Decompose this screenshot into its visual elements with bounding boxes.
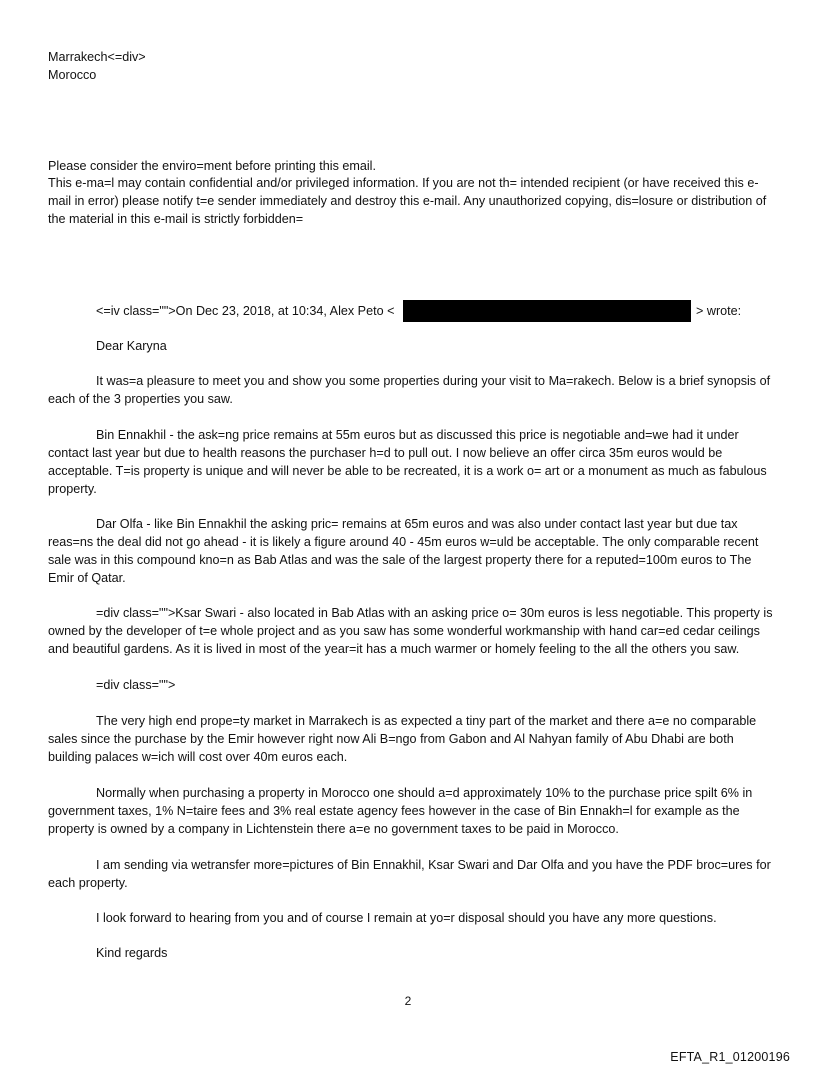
greeting: Dear Karyna [96, 339, 167, 353]
paragraph-market: The very high end prope=ty market in Marrakech is as expected a tiny part of the market and there a=e no comparable sales since the purchase by the Emir however right now Ali B=ngo from Gabon and Al Nahyan family of Abu Dhabi are both building palaces w=ich will cost over 40m euros each. [48, 714, 757, 764]
div-markup-line: =div class=""> [96, 678, 176, 692]
address-line-city: Marrakech<=div> [48, 50, 146, 64]
paragraph-taxes: Normally when purchasing a property in Morocco one should a=d approximately 10% to the purchase price spilt 6% in government taxes, 1% N=taire fees and 3% real estate agency fees however in the case of Bin Ennakh=l for example as the property is owned by a company in Lichtenstein there a=e no government taxes to be paid in Morocco. [48, 786, 753, 836]
quote-header-suffix: > wrote: [696, 304, 742, 318]
paragraph-bin-ennakhil: Bin Ennakhil - the ask=ng price remains at 55m euros but as discussed this price is negotiable and=we had it under contact last year but due to health reasons the purchaser h=d to pull out. I now believe an offer circa 35m euros would be acceptable. T=is property is unique and will never be able to be recreated, it is a work o= art or a monument as much as fabulous property. [48, 428, 767, 496]
address-line-country: Morocco [48, 68, 97, 82]
page-number: 2 [404, 994, 412, 1008]
paragraph-closing-remarks: I look forward to hearing from you and of course I remain at yo=r disposal should you have any more questions. [96, 911, 717, 925]
quote-header-prefix: <=iv class="">On Dec 23, 2018, at 10:34, Alex Peto < [96, 304, 395, 318]
sign-off: Kind regards [96, 946, 168, 960]
paragraph-dar-olfa: Dar Olfa - like Bin Ennakhil the asking pric= remains at 65m euros and was also under contact last year but due tax reas=ns the deal did not go ahead - it is likely a figure around 40 - 45m euros w=uld be acceptable. The only comparable recent sale was in this compound kno=n as Bab Atlas and was the sale of the largest property there for a reputed=100m euros to The Emir of Qatar. [48, 517, 759, 585]
paragraph-wetransfer: I am sending via wetransfer more=pictures of Bin Ennakhil, Ksar Swari and Dar Olfa and you have the PDF broc=ures for each property. [48, 858, 771, 890]
redaction-bar [403, 300, 691, 322]
paragraph-intro: It was=a pleasure to meet you and show you some properties during your visit to Ma=rakech. Below is a brief synopsis of each of the 3 properties you saw. [48, 374, 771, 406]
confidentiality-disclaimer: This e-ma=l may contain confidential and/or privileged information. If you are not th= intended recipient (or have received this e-mail in error) please notify t=e sender immediately and destroy this e-mail. Any unauthorized copying, dis=losure or distribution of the material in this e-mail is strictly forbidden= [48, 176, 767, 226]
environment-notice: Please consider the enviro=ment before printing this email. [48, 159, 376, 173]
document-id-footer: EFTA_R1_01200196 [670, 1050, 790, 1064]
paragraph-ksar-swari: =div class="">Ksar Swari - also located in Bab Atlas with an asking price o= 30m euros is less negotiable. This property is owned by the developer of t=e whole project and as you saw has some wonderful workmanship with hand car=ed cedar ceilings and beautiful gardens. As it is lived in most of the year=it has a much warmer or homely feeling to the all the others you saw. [48, 606, 773, 656]
